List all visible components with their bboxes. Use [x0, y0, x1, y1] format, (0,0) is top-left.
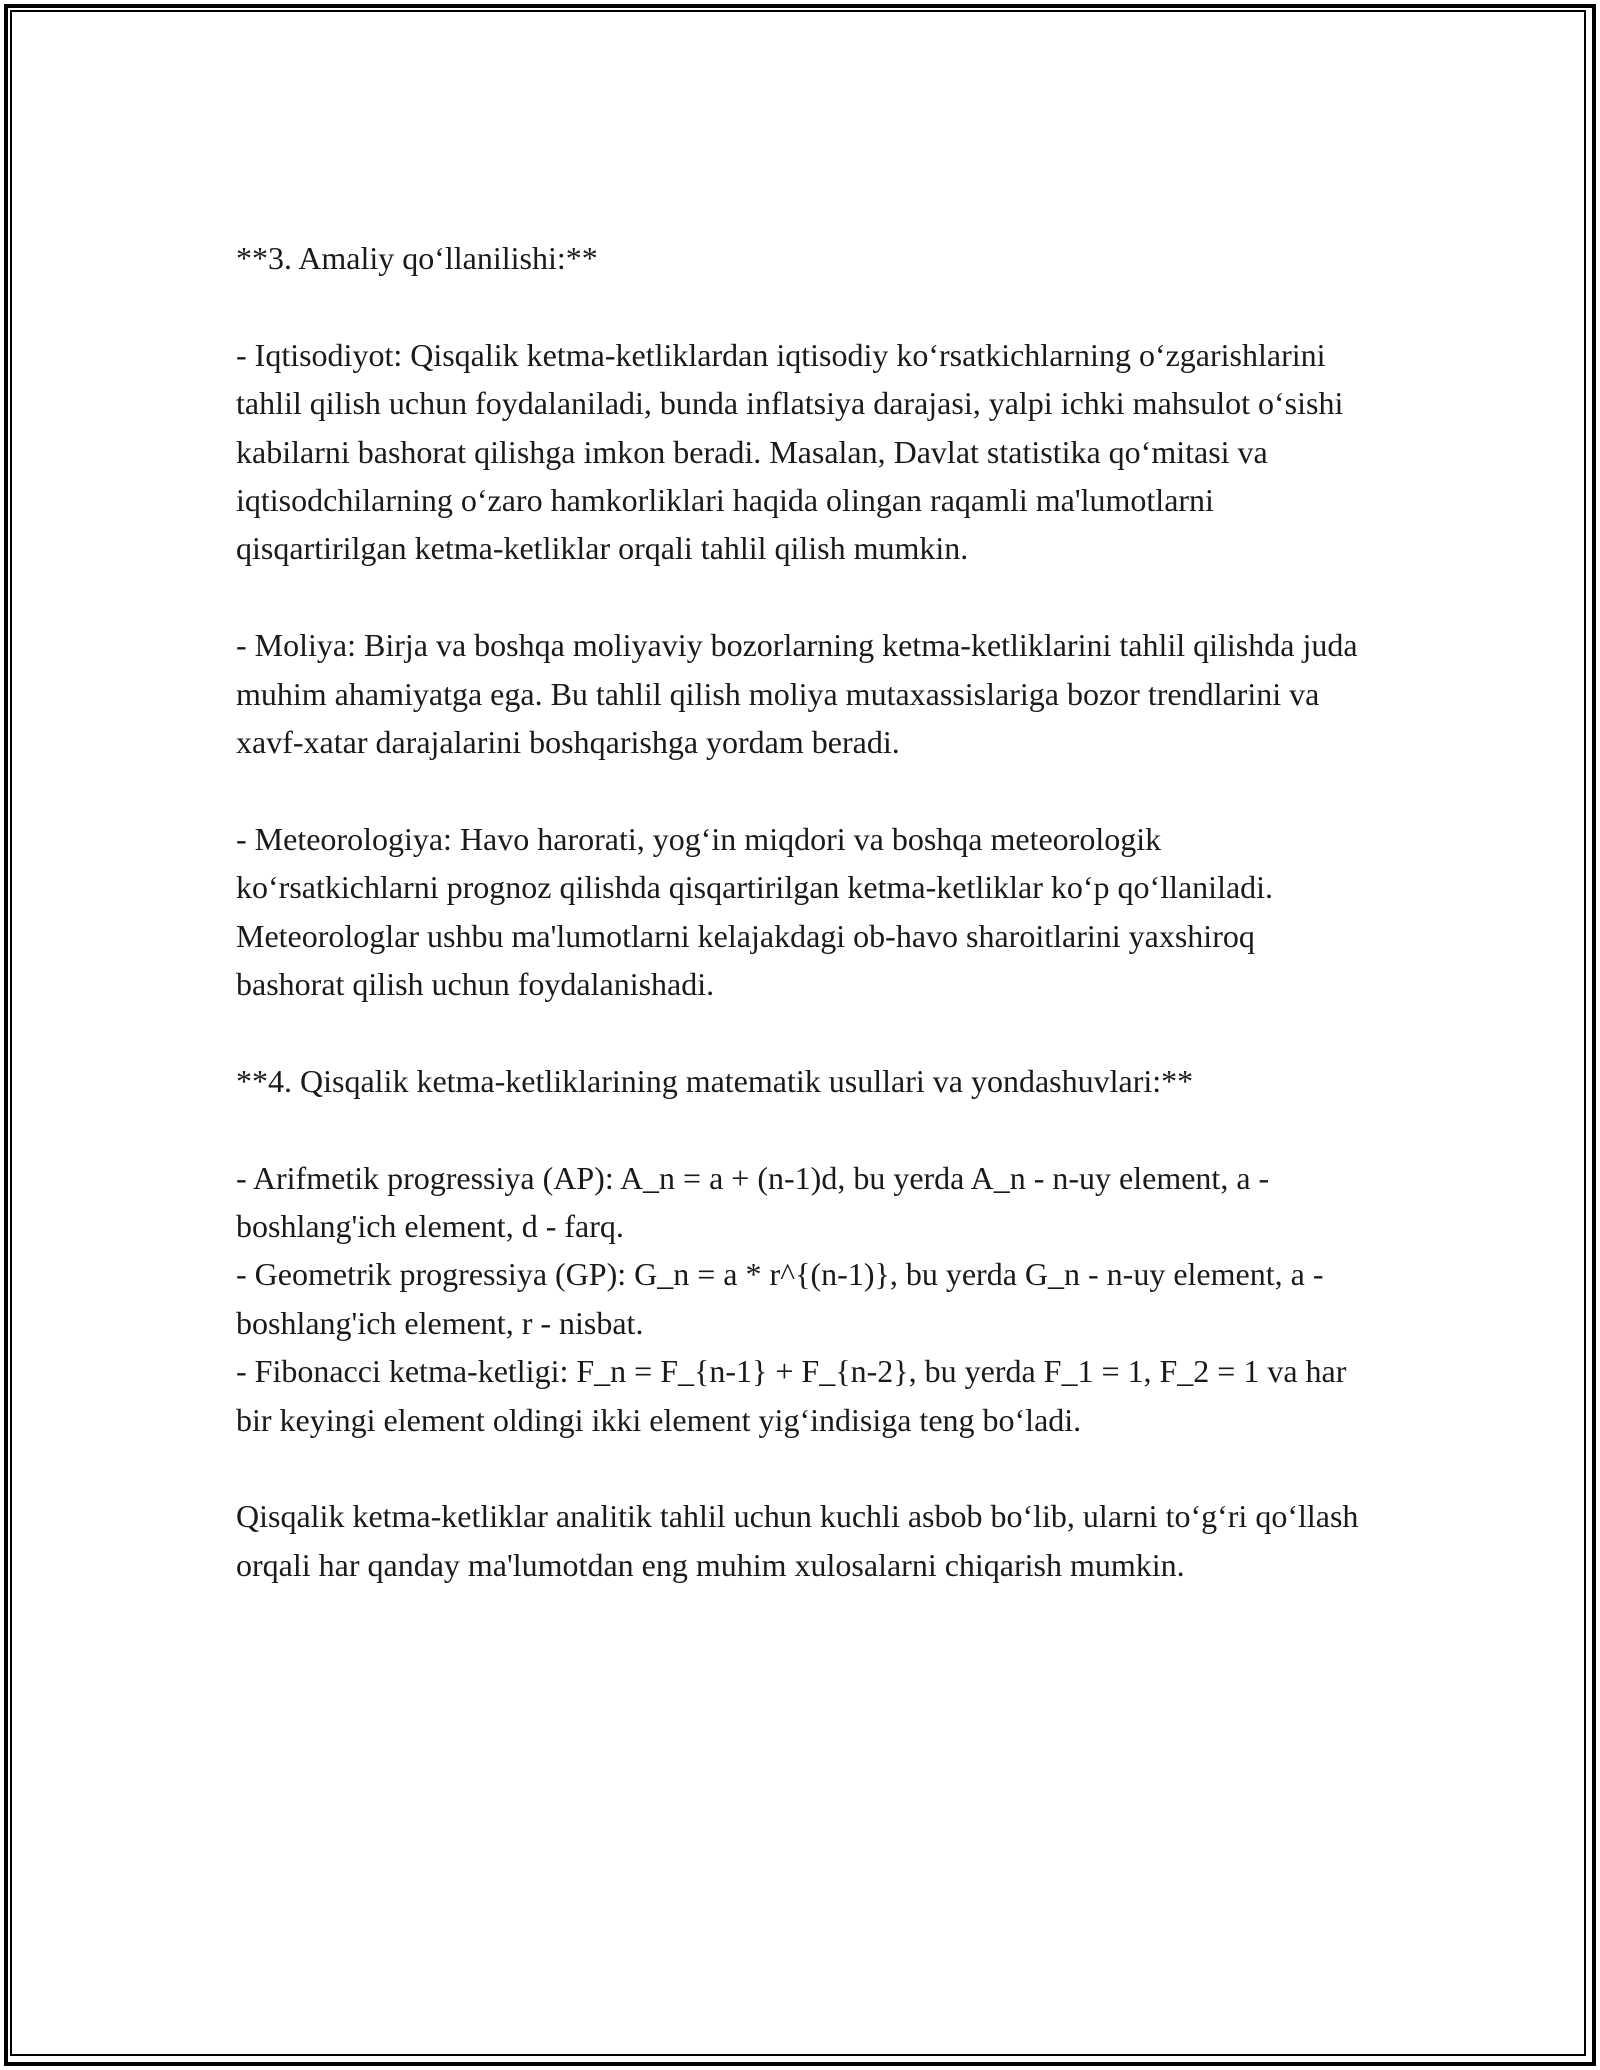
- document-body: [236, 234, 1366, 1589]
- list-item-arifmetik: - Arifmetik progressiya (AP): A_n = a + (n-1)d, bu yerda A_n - n-uy element, a - boshlang'ich element, d - farq.: [236, 1159, 1270, 1245]
- paragraph-iqtisodiyot: - Iqtisodiyot: Qisqalik ketma-ketliklardan iqtisodiy ko‘rsatkichlarning o‘zgarishlarini tahlil qilish uchun foydalaniladi, bunda inflatsiya darajasi, yalpi ichki mahsulot o‘sishi kabilarni bashorat qilishga imkon beradi. Masalan, Davlat statistika qo‘mitasi va iqtisodchilarning o‘zaro hamkorliklari haqida olingan raqamli ma'lumotlarni qisqartirilgan ketma-ketliklar orqali tahlil qilish mumkin.: [236, 336, 1344, 567]
- list-item-geometrik: - Geometrik progressiya (GP): G_n = a * r^{(n-1)}, bu yerda G_n - n-uy element, a - boshlang'ich element, r - nisbat.: [236, 1256, 1324, 1341]
- paragraph-meteorologiya: - Meteorologiya: Havo harorati, yog‘in miqdori va boshqa meteorologik ko‘rsatkichlarni prognoz qilishda qisqartirilgan ketma-ketliklar ko‘p qo‘llaniladi. Meteorologlar ushbu ma'lumotlarni kelajakdagi ob-havo sharoitlarini yaxshiroq bashorat qilish uchun foydalanishadi.: [236, 820, 1274, 1003]
- formula-list: [236, 1154, 1366, 1444]
- section-3-heading: **3. Amaliy qo‘llanilishi:**: [236, 240, 598, 276]
- section-4-heading: **4. Qisqalik ketma-ketliklarining matematik usullari va yondashuvlari:**: [236, 1062, 1194, 1099]
- list-item-fibonacci: - Fibonacci ketma-ketligi: F_n = F_{n-1} + F_{n-2}, bu yerda F_1 = 1, F_2 = 1 va har bir keyingi element oldingi ikki element yig‘indisiga teng bo‘ladi.: [236, 1353, 1347, 1438]
- paragraph-conclusion: Qisqalik ketma-ketliklar analitik tahlil uchun kuchli asbob bo‘lib, ularni to‘g‘ri qo‘llash orqali har qanday ma'lumotdan eng muhim xulosalarni chiqarish mumkin.: [236, 1498, 1359, 1583]
- paragraph-moliya: - Moliya: Birja va boshqa moliyaviy bozorlarning ketma-ketliklarini tahlil qilishda juda muhim ahamiyatga ega. Bu tahlil qilish moliya mutaxassislariga bozor trendlarini va xavf-xatar darajalarini boshqarishga yordam beradi.: [236, 627, 1358, 761]
